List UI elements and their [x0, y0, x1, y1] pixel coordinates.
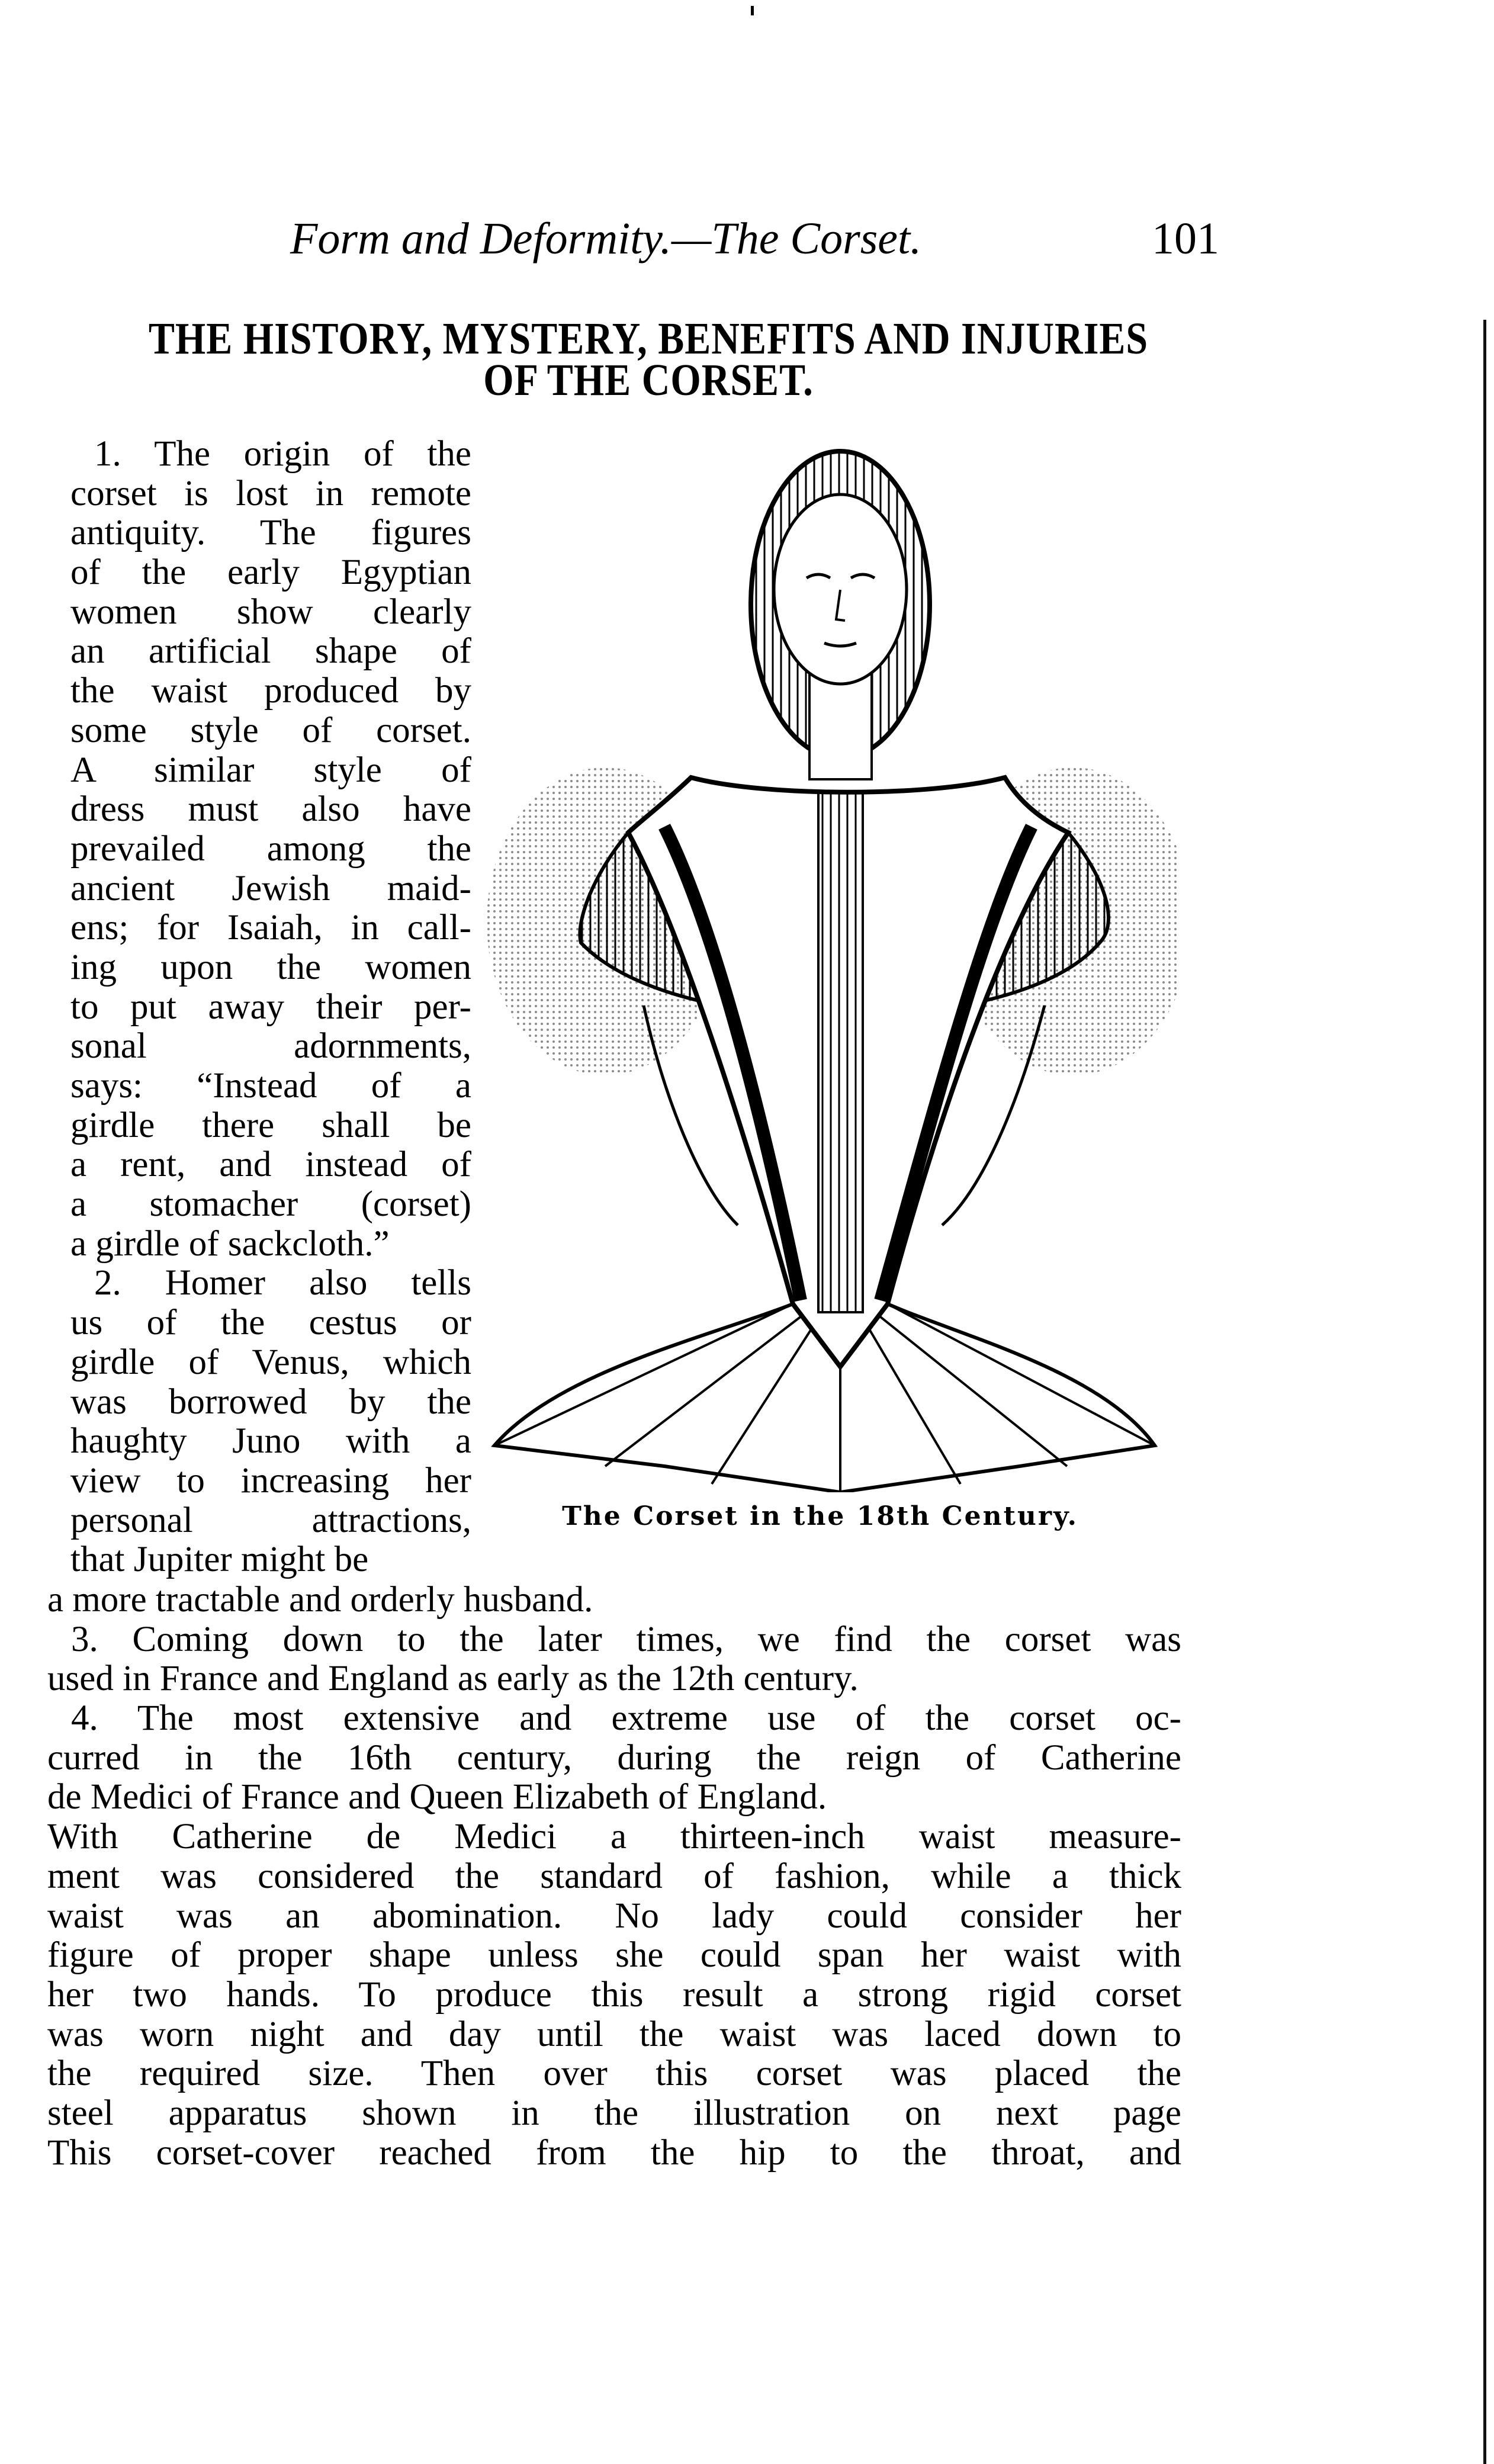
text-line: girdle of Venus, which: [70, 1342, 471, 1382]
text-line: the required size. Then over this corset was placed the: [47, 2054, 1181, 2094]
text-line: figure of proper shape unless she could span her waist with: [47, 1935, 1181, 1975]
text-line: 4. The most extensive and extreme use of the corset oc-: [71, 1698, 1181, 1739]
text-line: steel apparatus shown in the illustration on next page: [47, 2093, 1181, 2133]
face: [774, 494, 907, 684]
text-line: dress must also have: [70, 789, 471, 830]
text-line: waist was an abomination. No lady could consider her: [47, 1896, 1181, 1936]
text-line: some style of corset.: [70, 710, 471, 750]
text-line: girdle there shall be: [70, 1105, 471, 1145]
text-line: 2. Homer also tells: [94, 1263, 471, 1303]
text-line: curred in the 16th century, during the reign of Catherine: [47, 1737, 1181, 1778]
text-line: personal attractions,: [70, 1500, 471, 1540]
text-line: A similar style of: [70, 750, 471, 790]
text-line: 1. The origin of the: [94, 434, 471, 474]
text-line: says: “Instead of a: [70, 1066, 471, 1106]
text-line: an artificial shape of: [70, 631, 471, 672]
text-line: the waist produced by: [70, 671, 471, 711]
page-edge-rule: [1483, 320, 1486, 2464]
text-line: a girdle of sackcloth.”: [70, 1223, 390, 1264]
text-line: prevailed among the: [70, 828, 471, 869]
scan-speck: [751, 6, 754, 15]
text-line: that Jupiter might be: [70, 1540, 369, 1580]
text-line: her two hands. To produce this result a strong rigid corset: [47, 1974, 1181, 2015]
text-line: ancient Jewish maid-: [70, 868, 471, 908]
text-line: ment was considered the standard of fashion, while a thick: [47, 1856, 1181, 1896]
text-line: corset is lost in remote: [70, 473, 471, 513]
text-line: was borrowed by the: [70, 1382, 471, 1422]
text-line: ing upon the women: [70, 947, 471, 987]
text-line: ens; for Isaiah, in call-: [70, 908, 471, 948]
neck: [809, 673, 872, 779]
corset-illustration: [487, 448, 1178, 1492]
text-line: antiquity. The figures: [70, 513, 471, 553]
figure-caption: The Corset in the 18th Century.: [562, 1501, 1078, 1531]
text-line: 3. Coming down to the later times, we find the corset was: [71, 1619, 1181, 1659]
text-line: de Medici of France and Queen Elizabeth of England.: [47, 1777, 827, 1817]
left-column-text: [70, 435, 471, 1580]
text-line: a rent, and instead of: [70, 1145, 471, 1185]
text-line: of the early Egyptian: [70, 552, 471, 593]
text-line: a more tractable and orderly husband.: [47, 1580, 593, 1620]
text-line: us of the cestus or: [70, 1303, 471, 1343]
text-line: sonal adornments,: [70, 1026, 471, 1066]
full-width-text: [47, 1580, 1181, 2173]
text-line: to put away their per-: [70, 987, 471, 1027]
text-line: used in France and England as early as the 12th century.: [47, 1659, 859, 1699]
text-line: women show clearly: [70, 592, 471, 632]
chapter-title-line-2: OF THE CORSET.: [483, 355, 814, 406]
text-line: With Catherine de Medici a thirteen-inch waist measure-: [47, 1817, 1181, 1857]
text-line: was worn night and day until the waist was laced down to: [47, 2014, 1181, 2054]
page-number: 101: [1152, 214, 1219, 264]
text-line: view to increasing her: [70, 1460, 471, 1501]
text-line: a stomacher (corset): [70, 1184, 471, 1225]
text-line: This corset-cover reached from the hip to the throat, and: [47, 2132, 1181, 2173]
running-title: Form and Deformity.—The Corset.: [290, 214, 922, 264]
text-line: haughty Juno with a: [70, 1421, 471, 1461]
chapter-title-line-1: THE HISTORY, MYSTERY, BENEFITS AND INJURIES: [148, 314, 1149, 364]
stomacher-lace: [818, 791, 863, 1312]
